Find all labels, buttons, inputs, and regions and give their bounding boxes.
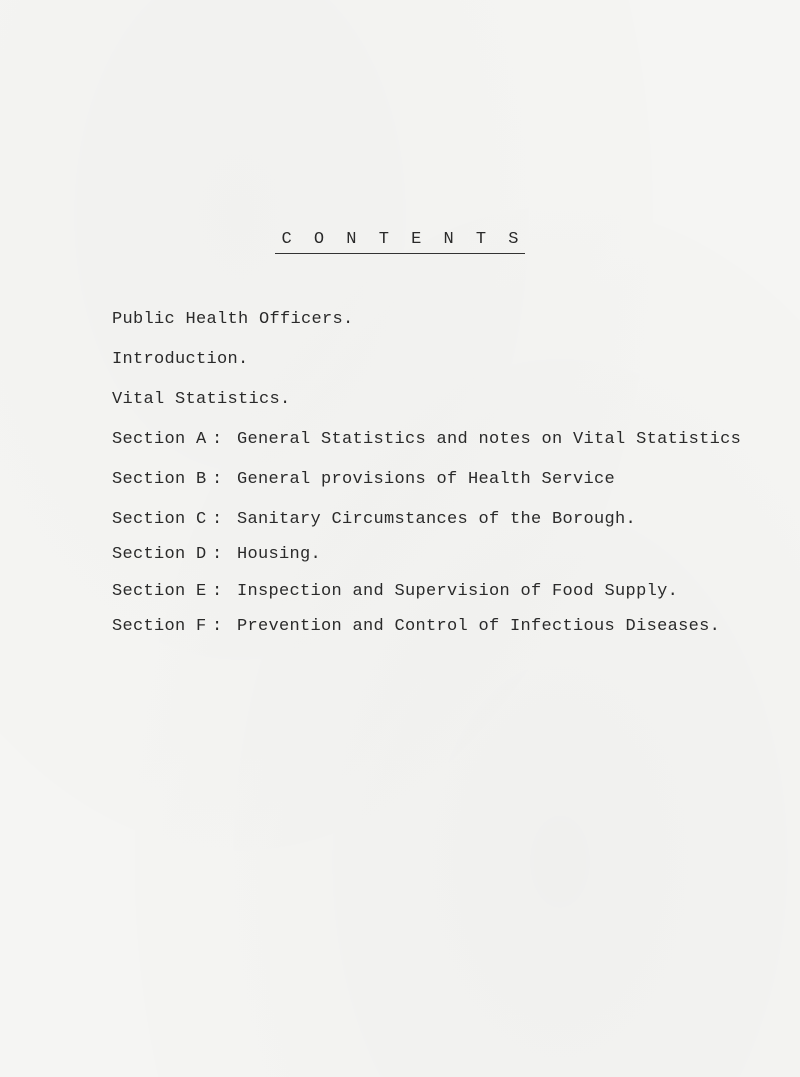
section-b — [112, 470, 615, 489]
section-a — [112, 430, 741, 449]
section-separator: : — [212, 617, 223, 636]
section-separator: : — [212, 582, 223, 601]
section-text: General provisions of Health Service — [237, 470, 616, 489]
section-separator: : — [212, 510, 223, 529]
section-d — [112, 545, 321, 564]
section-e — [112, 582, 678, 601]
section-separator: : — [212, 545, 223, 564]
section-c — [112, 510, 636, 529]
section-label: Section F — [112, 617, 207, 636]
section-label: Section D — [112, 545, 207, 564]
section-text: Sanitary Circumstances of the Borough. — [237, 510, 637, 529]
section-text: Inspection and Supervision of Food Supply. — [237, 582, 679, 601]
section-separator: : — [212, 430, 223, 449]
item-public-health-officers: Public Health Officers. — [112, 310, 354, 329]
contents-heading — [0, 230, 800, 254]
item-introduction: Introduction. — [112, 350, 249, 369]
section-label: Section A — [112, 430, 207, 449]
contents-heading-text: C O N T E N T S — [275, 230, 524, 254]
section-label: Section C — [112, 510, 207, 529]
section-separator: : — [212, 470, 223, 489]
section-text: General Statistics and notes on Vital Statistics — [237, 430, 742, 449]
section-label: Section B — [112, 470, 207, 489]
section-text: Housing. — [237, 545, 322, 564]
section-f — [112, 617, 720, 636]
section-text: Prevention and Control of Infectious Diseases. — [237, 617, 721, 636]
item-vital-statistics: Vital Statistics. — [112, 390, 291, 409]
section-label: Section E — [112, 582, 207, 601]
